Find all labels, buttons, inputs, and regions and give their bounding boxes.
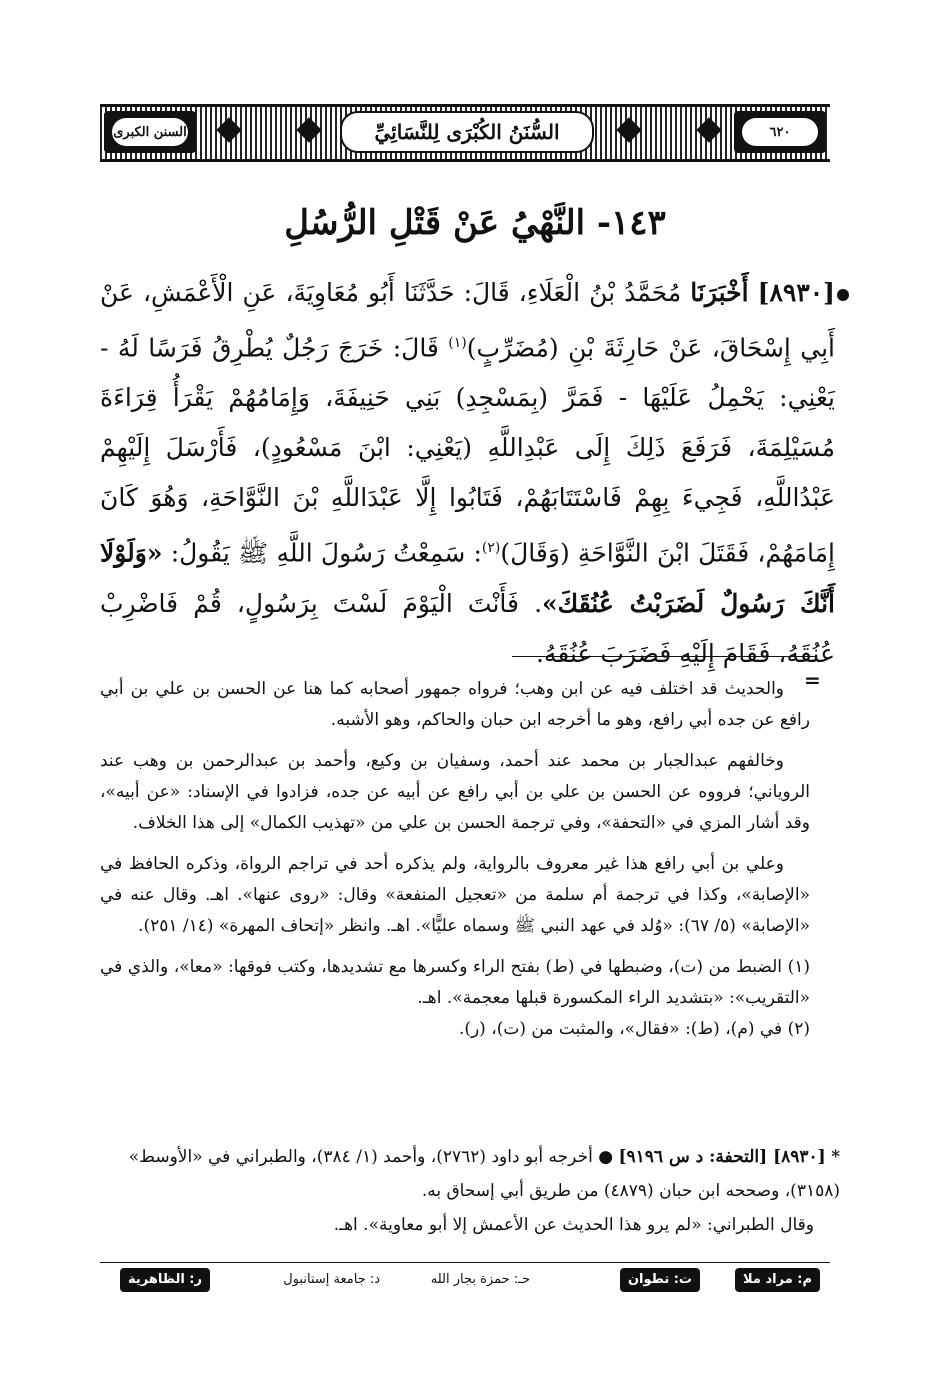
hadith-text — [100, 268, 835, 679]
takhrij-ref: [٨٩٣٠] [التحفة: د س ٩١٩٦] — [618, 1147, 826, 1167]
takhrij-line: وقال الطبراني: «لم يرو هذا الحديث عن الأعمش إلا أبو معاوية». اهـ. — [333, 1215, 814, 1235]
note-paragraph: والحديث قد اختلف فيه عن ابن وهب؛ فرواه جمهور أصحابه كما هنا عن الحسن بن علي بن أبي رافع عن جده أبي رافع، وهو ما أخرجه ابن حبان والحاكم، وهو الأشبه. — [100, 679, 810, 730]
hadith-lead: أَخْبَرَنَا — [690, 278, 749, 307]
siglum-m: م: مراد ملا — [735, 1268, 820, 1292]
hadith-number: [٨٩٣٠] — [757, 278, 835, 307]
logo-ornament — [104, 111, 196, 153]
logo-text: السنن الكبرى — [112, 118, 188, 146]
hadith-body: قَالَ: خَرَجَ رَجُلٌ يُطْرِقُ فَرَسًا لَهُ - يَعْنِي: يَحْمِلُ عَلَيْهَا - فَمَرَّ (بِمَسْجِدِ) بَنِي حَنِيفَةَ، وَإِمَامُهُمْ يَقْرَأُ قِرَاءَةَ مُسَيْلِمَةَ، فَرَفَعَ ذَلِكَ إِلَى عَبْدِاللَّهِ (يَعْنِي: ابْنَ مَسْعُودٍ)، فَأَرْسَلَ إِلَيْهِمْ عَبْدُاللَّهِ، فَجِيءَ بِهِمْ فَاسْتَتَابَهُمْ، فَتَابُوا إِلَّا عَبْدَاللَّهِ بْنَ النَّوَّاحَةِ، وَهُوَ كَانَ إِمَامَهُمْ، فَقَتَلَ ابْنَ النَّوَّاحَةِ (وَقَالَ) — [100, 333, 835, 568]
footnote-2: (٢) في (م)، (ط): «فقال»، والمثبت من (ت)، (ر). — [458, 1019, 810, 1039]
page-number-box — [734, 111, 826, 153]
diamond-ornament-icon — [696, 117, 721, 142]
footnote-ref-2[interactable]: (٢) — [481, 540, 501, 557]
footnote-1: (١) الضبط من (ت)، وضبطها في (ط) بفتح الراء وكسرها مع تشديدها، وكتب فوقها: «معا»، والذي في «التقريب»: «بتشديد الراء المكسورة قبلها معجمة». اهـ. — [100, 957, 810, 1008]
chapter-title: ١٤٣- النَّهْيُ عَنْ قَتْلِ الرُّسُلِ — [284, 203, 666, 243]
diamond-ornament-icon — [616, 117, 641, 142]
takhrij-section — [100, 1140, 840, 1242]
hadith-ending: . فَأَنْتَ الْيَوْمَ لَسْتَ بِرَسُولٍ، قُمْ فَاضْرِبْ عُنُقَهُ، فَقَامَ إِلَيْهِ فَضَرَبَ عُنُقَهُ. — [100, 588, 835, 668]
footnote-ref-1[interactable]: (١) — [448, 335, 467, 351]
footnotes — [100, 674, 810, 1045]
continuation-mark: = — [804, 668, 821, 692]
siglum-d: د: جامعة إستانبول — [283, 1272, 380, 1287]
star-icon: * — [831, 1147, 840, 1167]
hadith-saying: : سَمِعْتُ رَسُولَ اللَّهِ ﷺ يَقُولُ: — [162, 538, 482, 568]
diamond-ornament-icon — [216, 117, 241, 142]
page-header — [100, 104, 830, 162]
bullet-icon — [837, 289, 849, 301]
footnote-separator — [512, 656, 817, 657]
note-paragraph: وخالفهم عبدالجبار بن محمد عند أحمد، وسفيان بن وكيع، وأحمد بن عبدالرحمن بن وهب عند الروياني؛ فرووه عن الحسن بن علي بن أبي رافع عن أبيه عن جده، فزادوا في الإسناد: «عن أبيه»، وقد أشار المزي في «التحفة»، وفي ترجمة الحسن بن علي من «تهذيب الكمال» إلى هذا الخلاف. — [100, 751, 810, 833]
takhrij-line: ● أخرجه أبو داود (٢٧٦٢)، وأحمد (١/ ٣٨٤)، والطبراني في «الأوسط» (٣١٥٨)، وصححه ابن حبان (٤٨٧٩) من طريق أبي إسحاق به. — [128, 1147, 840, 1201]
hadith-isnad: مُحَمَّدُ بْنُ الْعَلَاءِ، قَالَ: حَدَّثَنَا أَبُو مُعَاوِيَةَ، عَنِ الْأَعْمَشِ، عَنْ أَبِي إِسْحَاقَ، عَنْ حَارِثَةَ بْنِ (مُضَرِّبٍ) — [100, 278, 836, 363]
siglum-h: حـ: حمزة بجار الله — [430, 1272, 530, 1287]
siglum-t: ت: تطوان — [620, 1268, 700, 1292]
siglum-r: ر: الظاهرية — [120, 1268, 210, 1292]
note-paragraph: وعلي بن أبي رافع هذا غير معروف بالرواية، ولم يذكره أحد في تراجم الرواة، وذكره الحافظ في «الإصابة»، وكذا في ترجمة أم سلمة من «تعجيل المنفعة» وقال: «روى عنها». اهـ. وقال عنه في «الإصابة» (٥/ ٦٧): «وُلد في عهد النبي ﷺ وسماه عليًّا». اهـ. وانظر «إتحاف المهرة» (١٤/ ٢٥١). — [100, 854, 810, 936]
footer-separator — [100, 1262, 830, 1263]
diamond-ornament-icon — [296, 117, 321, 142]
manuscript-sigla — [100, 1266, 830, 1296]
page-number: ٦٢٠ — [742, 118, 818, 146]
running-title: السُّنَنُ الكُبْرَى لِلنَّسَائِيِّ — [340, 111, 594, 153]
prophetic-quote: «وَلَوْلَا أَنَّكَ رَسُولٌ لَضَرَبْتُ عُنُقَكَ» — [100, 538, 835, 618]
